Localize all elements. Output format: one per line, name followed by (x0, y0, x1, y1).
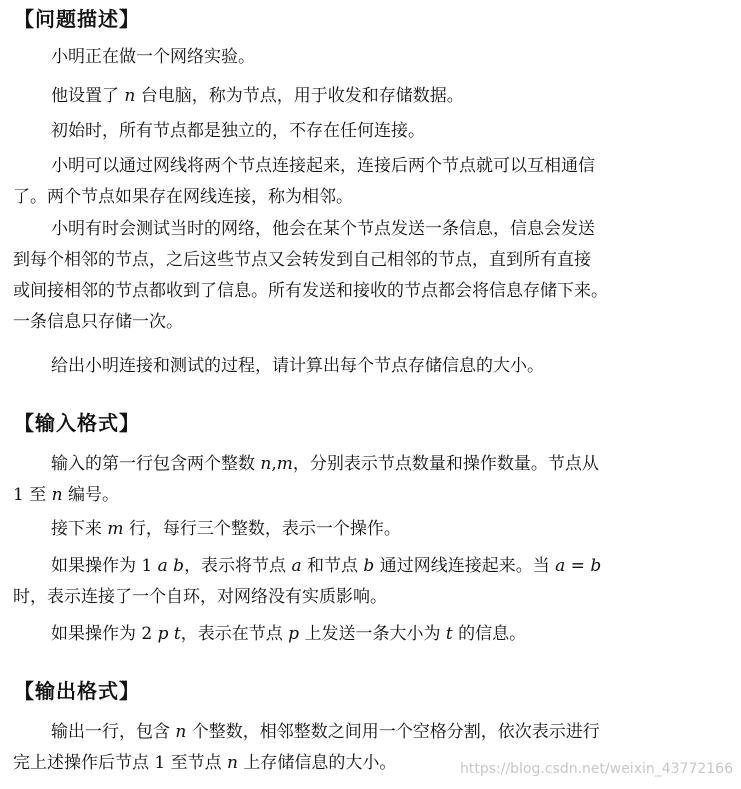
output-paragraph-line: 输出一行，包含 n 个整数，相邻整数之间用一个空格分割，依次表示进行 (51, 722, 600, 742)
problem-paragraph-line: 了。两个节点如果存在网线连接，称为相邻。 (13, 187, 353, 207)
problem-paragraph-line: 给出小明连接和测试的过程，请计算出每个节点存储信息的大小。 (51, 356, 544, 376)
input-paragraph (13, 449, 703, 511)
problem-paragraph (13, 214, 703, 338)
problem-paragraph-line: 他设置了 n 台电脑，称为节点，用于收发和存储数据。 (51, 86, 464, 106)
problem-description-heading: 【问题描述】 (14, 7, 140, 31)
output-paragraph-line: 完上述操作后节点 1 至节点 n 上存储信息的大小。 (13, 753, 397, 773)
input-paragraph-line: 时，表示连接了一个自环，对网络没有实质影响。 (13, 587, 387, 607)
input-paragraph-line: 如果操作为 2 p t，表示在节点 p 上发送一条大小为 t 的信息。 (51, 624, 527, 644)
input-paragraph-line: 接下来 m 行，每行三个整数，表示一个操作。 (51, 519, 401, 539)
input-format-heading: 【输入格式】 (14, 411, 140, 435)
problem-paragraph (13, 81, 703, 112)
problem-paragraph-line: 小明有时会测试当时的网络，他会在某个节点发送一条信息，信息会发送 (51, 219, 595, 239)
problem-paragraph (13, 116, 703, 147)
input-paragraph (13, 551, 703, 613)
problem-paragraph-line: 初始时，所有节点都是独立的，不存在任何连接。 (51, 121, 425, 141)
input-paragraph-line: 输入的第一行包含两个整数 n,m，分别表示节点数量和操作数量。节点从 (51, 454, 599, 474)
watermark: https://blog.csdn.net/weixin_43772166 (459, 761, 733, 777)
input-paragraph (13, 514, 703, 545)
problem-paragraph (13, 351, 703, 382)
input-paragraph (13, 619, 703, 650)
problem-paragraph-line: 或间接相邻的节点都收到了信息。所有发送和接收的节点都会将信息存储下来。 (13, 281, 608, 301)
problem-paragraph (13, 42, 703, 73)
output-format-heading: 【输出格式】 (14, 679, 140, 703)
problem-paragraph-line: 小明可以通过网线将两个节点连接起来，连接后两个节点就可以互相通信 (51, 156, 595, 176)
problem-paragraph-line: 一条信息只存储一次。 (13, 312, 183, 332)
problem-paragraph (13, 151, 703, 213)
input-paragraph-line: 如果操作为 1 a b，表示将节点 a 和节点 b 通过网线连接起来。当 a = b (51, 556, 602, 576)
problem-paragraph-line: 到每个相邻的节点，之后这些节点又会转发到自己相邻的节点，直到所有直接 (13, 250, 591, 270)
problem-paragraph-line: 小明正在做一个网络实验。 (51, 47, 255, 67)
input-paragraph-line: 1 至 n 编号。 (13, 485, 119, 505)
